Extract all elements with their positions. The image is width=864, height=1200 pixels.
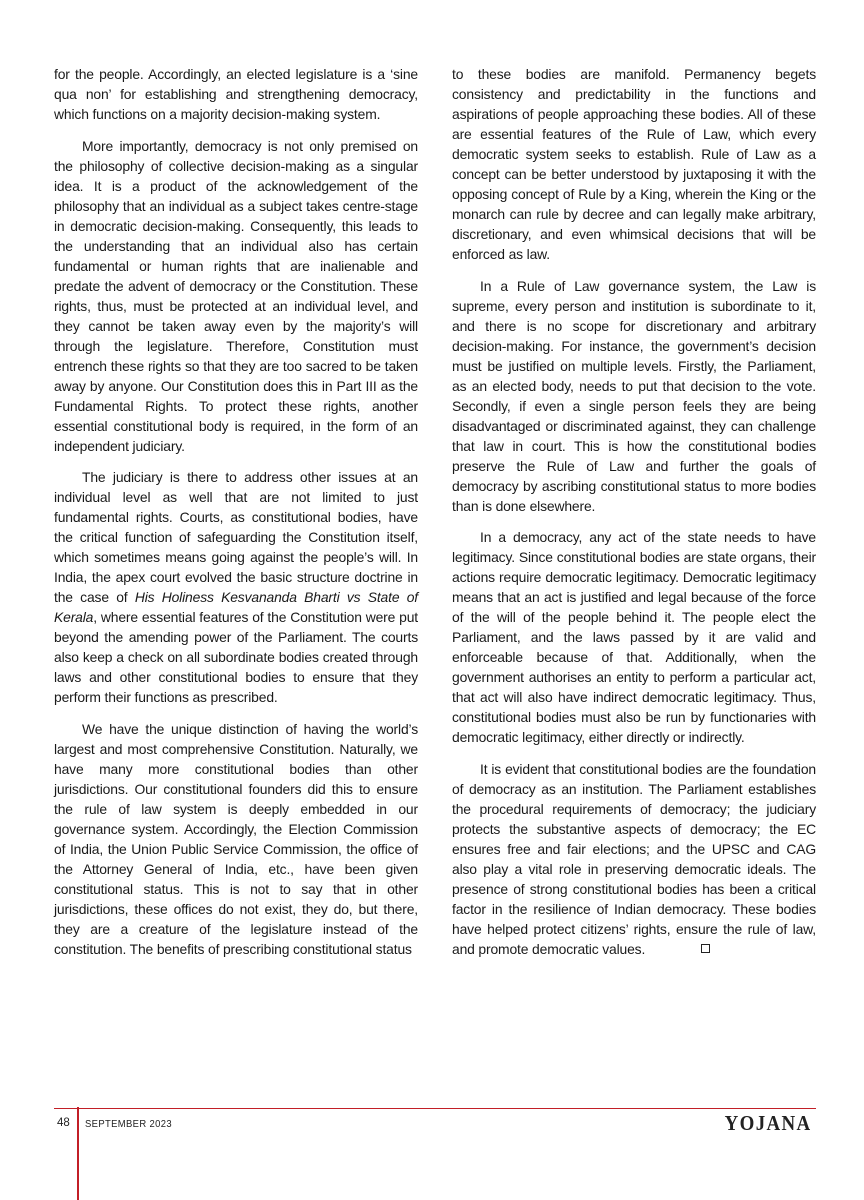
paragraph: We have the unique distinction of having the world’s largest and most comprehensive Constitution. Naturally, we have many more constitutional bodies than other jurisdictions. Our constitutional founders did this to ensure the rule of law system is deeply embedded in our governance system. Accordingly, the Election Commission of India, the Union Public Service Commission, the office of the Attorney General of India, etc., have been given constitutional status. This is not to say that in other jurisdictions, these offices do not exist, they do, but there, they are a creature of the legislature instead of the constitution. The benefits of prescribing constitutional status [54,720,418,957]
paragraph: More importantly, democracy is not only premised on the philosophy of collective decision-making as a singular idea. It is a product of the acknowledgement of the philosophy that an individual as a subject takes centre-stage in democratic decision-making. Consequently, this leads to the understanding that an individual also has certain fundamental or human rights that are inalienable and predate the advent of democracy or the Constitution. These rights, thus, must be protected at an individual level, and they cannot be taken away even by the majority’s will through the legislature. Therefore, Constitution must entrench these rights so that they are too sacred to be taken away by anyone. Our Constitution does this in Part III as the Fundamental Rights. To protect these rights, another essential constitutional body is required, in the form of an independent judiciary. [54,137,418,454]
paragraph-text: It is evident that constitutional bodies are the foundation of democracy as an institution. The Parliament establishes the procedural requirements of democracy; the judiciary protects the substantive aspects of democracy; the EC ensures free and fair elections; and the UPSC and CAG also play a vital role in preserving democratic ideals. The presence of strong constitutional bodies has been a critical factor in the resilience of Indian democracy. These bodies have helped protect citizens’ rights, ensure the rule of law, and promote democratic values. [452,760,816,957]
case-name: His Holiness Kesvananda Bharti vs State of Kerala [54,589,419,625]
paragraph: In a Rule of Law governance system, the Law is supreme, every person and institution is subordinate to it, and there is no scope for discretionary and arbitrary decision-making. For instance, the government’s decision must be justified on multiple levels. Firstly, the Parliament, as an elected body, needs to put that decision to the vote. Secondly, if even a single person feels they are being disadvantaged or discriminated against, they can challenge that law in court. This is how the constitutional bodies preserve the Rule of Law and further the goals of democracy by ascribing constitutional status to more bodies than is done elsewhere. [452,277,816,514]
end-of-article-icon [701,944,710,953]
footer-rule [54,1108,816,1109]
right-column [452,64,816,970]
paragraph-text: The judiciary is there to address other issues at an individual level as well that are not limited to just fundamental rights. Courts, as constitutional bodies, have the critical function of safeguarding the Constitution itself, which sometimes means going against the people’s will. In India, the apex court evolved the basic structure doctrine in the case of [54,469,418,605]
magazine-logo: YOJANA [724,1111,811,1135]
paragraph-text: , where essential features of the Constitution were put beyond the amending power of the Parliament. The courts also keep a check on all subordinate bodies created through laws and other constitutional bodies to ensure that they perform their functions as prescribed. [54,609,418,705]
paragraph: for the people. Accordingly, an elected legislature is a ‘sine qua non’ for establishing and strengthening democracy, which functions on a majority decision-making system. [54,66,418,122]
page-number: 48 [57,1117,70,1129]
article-body [54,64,816,970]
paragraph: In a democracy, any act of the state needs to have legitimacy. Since constitutional bodies are state organs, their actions require democratic legitimacy. Democratic legitimacy means that an act is justified and legal because of the force of the will of the people behind it. The people elect the Parliament, and the laws passed by it are valid and enforceable because of that. Additionally, when the government authorises an entity to perform a particular act, that act will also have indirect democratic legitimacy. Thus, constitutional bodies must also be run by functionaries with democratic legitimacy, either directly or indirectly. [452,529,816,745]
paragraph [54,467,418,707]
paragraph: to these bodies are manifold. Permanency begets consistency and predictability in the functions and aspirations of people approaching these bodies. All of these are essential features of the Rule of Law, which every democratic system seeks to establish. Rule of Law as a concept can be better understood by juxtaposing it with the opposing concept of Rule by a King, wherein the King or the monarch can rule by decree and can legally make arbitrary, discretionary, and even whimsical decisions that will be enforced as law. [452,66,816,262]
paragraph [452,759,816,959]
issue-date: SEPTEMBER 2023 [85,1118,172,1130]
footer-divider [77,1107,79,1200]
left-column [54,64,418,970]
